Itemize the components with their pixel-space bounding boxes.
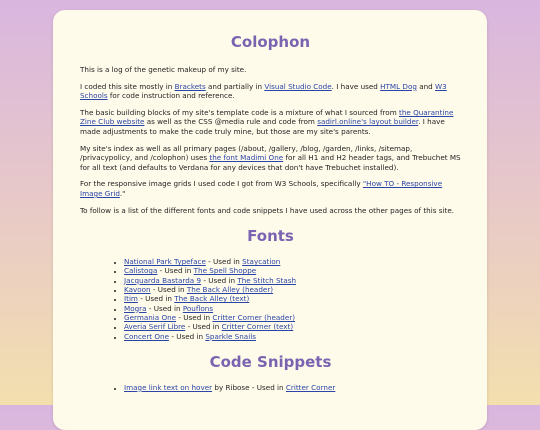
text: For the responsive image grids I used code I got from W3 Schools, specifically [80,179,363,189]
text: for all H1 and H2 header tags, and Trebuchet MS for all text (and defaults to Verdana for any devices that don't have Trebuchet installed). [80,153,461,172]
page-link[interactable]: The Stitch Stash [237,275,297,285]
text: and partially in [205,81,265,91]
text: as well as the CSS @media rule and code from [144,117,318,127]
page-link[interactable]: The Back Alley (text) [174,294,250,304]
snippets-heading: Code Snippets [209,352,332,371]
font-link[interactable]: Kavoon [124,285,151,295]
text: and [416,81,436,91]
snippets-list [80,383,461,392]
fonts-paragraph [80,144,461,173]
used-in-text: - Used in [150,285,187,295]
text: . I have used [331,81,381,91]
by-text: by [212,382,226,392]
font-link[interactable]: Averia Serif Libre [124,322,186,332]
w3schools-link[interactable]: W3 Schools [80,81,447,101]
font-link[interactable]: National Park Typeface [124,257,206,267]
quarantine-zine-link[interactable]: the Quarantine Zine Club website [80,107,454,127]
list-intro-paragraph: To follow is a list of the different fonts and code snippets I have used across the other pages of this site. [80,205,455,215]
text: . I have made adjustments to make the code truly mine, but those are my site's parents. [80,117,445,136]
page-link[interactable]: Staycation [242,257,281,267]
used-in-text: - Used in [176,312,213,322]
content-inner [53,10,487,392]
used-in-text: - Used in [157,266,194,276]
snippet-link[interactable]: Image link text on hover [124,382,213,392]
font-list-item [124,285,461,294]
text: The basic building blocks of my site's template code is a mixture of what I sourced from [80,107,399,117]
font-list-item [124,266,461,275]
used-in-text: - Used in [185,322,222,332]
font-list-item [124,313,461,322]
page-link[interactable]: Critter Corner [285,382,336,392]
font-list-item [124,332,461,341]
text: for code instruction and reference. [107,91,235,101]
font-link[interactable]: Calistoga [124,266,158,276]
page-title: Colophon [230,33,311,51]
text: ." [119,188,126,198]
author-text: Ribose [225,382,250,392]
used-in-text: - Used in [249,382,286,392]
layout-builder-link[interactable]: sadirl.online's layout builder [317,117,419,127]
fonts-list [80,257,461,341]
font-list-item [124,276,461,285]
used-in-text: - Used in [201,275,238,285]
font-list-item [124,304,461,313]
template-paragraph [80,108,461,137]
page-link[interactable]: Sparkle Snails [205,331,256,341]
snippet-list-item [124,383,461,392]
editors-paragraph [80,82,461,101]
content-card [53,10,487,430]
intro-paragraph: This is a log of the genetic makeup of my site. [80,65,247,74]
used-in-text: - Used in [137,294,175,304]
font-link[interactable]: Concert One [124,331,170,341]
page-link[interactable]: Pouflons [182,303,214,313]
used-in-text: - Used in [169,331,206,341]
font-list-item [124,257,461,266]
grid-paragraph [80,179,461,198]
htmldog-link[interactable]: HTML Dog [380,81,417,91]
page-link[interactable]: Critter Corner (header) [212,312,296,322]
text: My site's index as well as all primary pages (/about, /gallery, /blog, /garden, /links, /sitemap, /privacypolicy, and /colophon) uses [80,143,413,163]
font-list-item [124,322,461,331]
page-link[interactable]: The Spell Shoppe [193,266,257,276]
fonts-heading: Fonts [247,227,294,246]
used-in-text: - Used in [205,257,243,267]
text: I coded this site mostly in [80,81,175,91]
font-link[interactable]: Itim [124,294,138,304]
brackets-link[interactable]: Brackets [174,81,206,91]
page-link[interactable]: Critter Corner (text) [221,322,294,332]
font-link[interactable]: Mogra [124,303,147,313]
page-link[interactable]: The Back Alley (header) [186,285,274,295]
image-grid-link[interactable]: "How TO - Responsive Image Grid [80,179,443,198]
font-link[interactable]: Germania One [124,312,177,322]
used-in-text: - Used in [146,303,183,313]
font-link[interactable]: Jacquarda Bastarda 9 [124,275,202,285]
madimi-one-link[interactable]: the font Madimi One [209,153,284,163]
font-list-item [124,294,461,303]
vscode-link[interactable]: Visual Studio Code [264,81,332,91]
